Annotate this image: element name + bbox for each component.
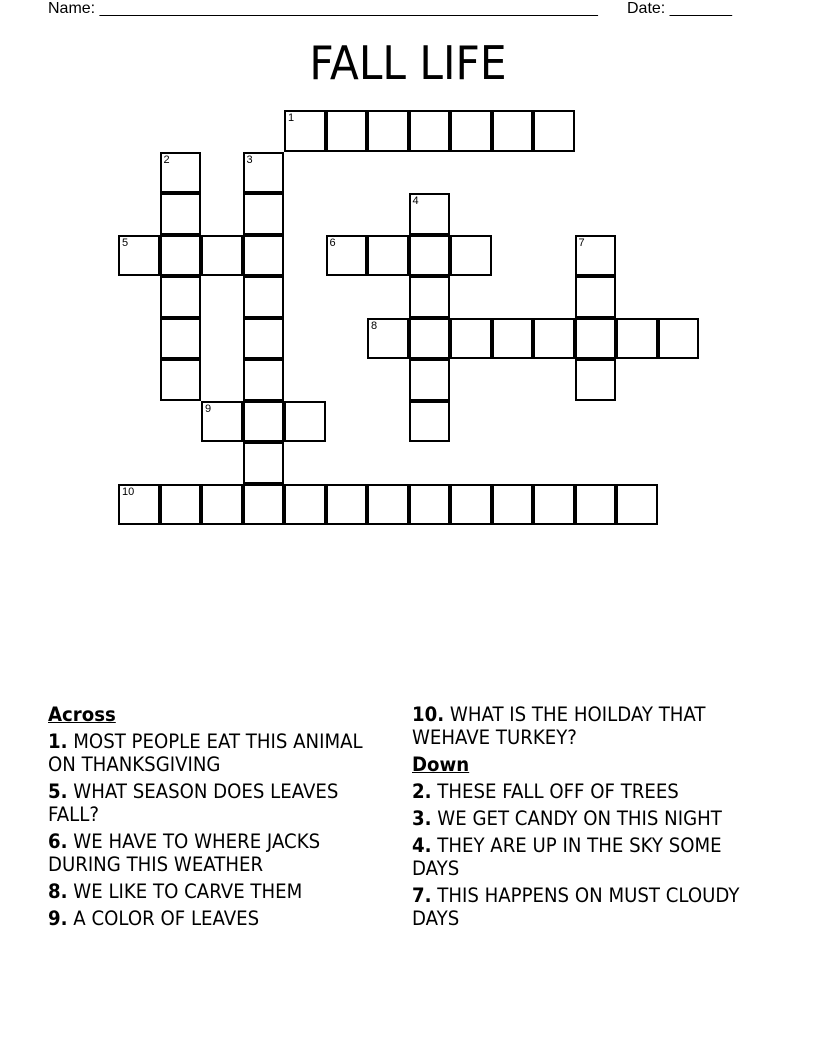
crossword-cell[interactable]	[243, 318, 285, 360]
crossword-cell[interactable]	[326, 235, 368, 277]
crossword-cell[interactable]	[616, 318, 658, 360]
crossword-cell[interactable]	[243, 276, 285, 318]
clue-number: 5.	[48, 780, 68, 803]
cell-number: 6	[329, 236, 336, 249]
crossword-cell[interactable]	[492, 484, 534, 526]
crossword-cell[interactable]	[243, 152, 285, 194]
crossword-cell[interactable]	[409, 401, 451, 443]
clue-number: 9.	[48, 907, 68, 930]
cell-number: 5	[122, 236, 129, 249]
across-clue-6	[48, 830, 378, 876]
cell-number: 2	[163, 153, 170, 166]
across-clue-9	[48, 907, 378, 930]
crossword-cell[interactable]	[367, 110, 409, 152]
crossword-cell[interactable]	[160, 193, 202, 235]
across-clue-8	[48, 880, 378, 903]
clue-text: WE GET CANDY ON THIS NIGHT	[437, 807, 722, 830]
crossword-cell[interactable]	[409, 276, 451, 318]
across-clue-10	[412, 703, 742, 749]
crossword-cell[interactable]	[409, 235, 451, 277]
down-heading: Down	[412, 753, 470, 776]
down-clue-2	[412, 780, 742, 803]
crossword-cell[interactable]	[575, 484, 617, 526]
cell-number: 8	[371, 319, 378, 332]
crossword-cell[interactable]	[409, 318, 451, 360]
crossword-cell[interactable]	[575, 235, 617, 277]
clue-text: THESE FALL OFF OF TREES	[437, 780, 679, 803]
crossword-cell[interactable]	[160, 318, 202, 360]
clue-text: WHAT IS THE HOILDAY THAT WEHAVE TURKEY?	[412, 703, 706, 749]
crossword-cell[interactable]	[201, 484, 243, 526]
crossword-cell[interactable]	[326, 484, 368, 526]
crossword-cell[interactable]	[326, 110, 368, 152]
crossword-cell[interactable]	[658, 318, 700, 360]
crossword-cell[interactable]	[409, 110, 451, 152]
crossword-cell[interactable]	[450, 235, 492, 277]
crossword-cell[interactable]	[118, 235, 160, 277]
cell-number: 9	[205, 402, 212, 415]
crossword-cell[interactable]	[243, 401, 285, 443]
clue-number: 3.	[412, 807, 432, 830]
crossword-cell[interactable]	[450, 484, 492, 526]
crossword-cell[interactable]	[201, 401, 243, 443]
clue-number: 4.	[412, 834, 432, 857]
name-field-label: Name: ________________________________________________________	[48, 0, 598, 17]
crossword-cell[interactable]	[160, 235, 202, 277]
clue-number: 1.	[48, 730, 68, 753]
clue-number: 10.	[412, 703, 445, 726]
crossword-cell[interactable]	[409, 484, 451, 526]
down-clue-3	[412, 807, 742, 830]
crossword-cell[interactable]	[284, 110, 326, 152]
crossword-cell[interactable]	[367, 318, 409, 360]
crossword-cell[interactable]	[575, 276, 617, 318]
cell-number: 1	[288, 112, 295, 124]
cell-number: 7	[578, 236, 585, 249]
clue-number: 2.	[412, 780, 432, 803]
crossword-cell[interactable]	[160, 152, 202, 194]
crossword-cell[interactable]	[243, 193, 285, 235]
across-clue-1	[48, 730, 378, 776]
crossword-cell[interactable]	[616, 484, 658, 526]
crossword-cell[interactable]	[450, 318, 492, 360]
crossword-cell[interactable]	[243, 484, 285, 526]
crossword-cell[interactable]	[533, 318, 575, 360]
cell-number: 3	[246, 153, 253, 166]
crossword-cell[interactable]	[201, 235, 243, 277]
cell-number: 4	[412, 195, 419, 207]
crossword-cell[interactable]	[409, 359, 451, 401]
clue-number: 7.	[412, 884, 432, 907]
clue-text: WE HAVE TO WHERE JACKS DURING THIS WEATHER	[48, 830, 321, 876]
clues-column-left	[48, 703, 378, 934]
clue-text: WE LIKE TO CARVE THEM	[73, 880, 303, 903]
clue-text: THEY ARE UP IN THE SKY SOME DAYS	[412, 834, 722, 880]
clue-text: THIS HAPPENS ON MUST CLOUDY DAYS	[412, 884, 740, 930]
crossword-cell[interactable]	[160, 276, 202, 318]
crossword-cell[interactable]	[284, 484, 326, 526]
clue-text: A COLOR OF LEAVES	[73, 907, 260, 930]
crossword-cell[interactable]	[533, 484, 575, 526]
crossword-cell[interactable]	[450, 110, 492, 152]
crossword-cell[interactable]	[409, 193, 451, 235]
crossword-cell[interactable]	[367, 235, 409, 277]
crossword-cell[interactable]	[575, 359, 617, 401]
page-title: FALL LIFE	[309, 36, 507, 90]
across-heading: Across	[48, 703, 116, 726]
cell-number: 10	[122, 485, 135, 498]
crossword-cell[interactable]	[575, 318, 617, 360]
crossword-cell[interactable]	[367, 484, 409, 526]
crossword-cell[interactable]	[284, 401, 326, 443]
across-clue-5	[48, 780, 378, 826]
crossword-cell[interactable]	[118, 484, 160, 526]
date-field-label: Date: _______	[627, 0, 732, 17]
crossword-cell[interactable]	[492, 318, 534, 360]
crossword-cell[interactable]	[492, 110, 534, 152]
clue-number: 8.	[48, 880, 68, 903]
down-clue-4	[412, 834, 742, 880]
crossword-cell[interactable]	[160, 359, 202, 401]
clue-text: MOST PEOPLE EAT THIS ANIMAL ON THANKSGIVING	[48, 730, 363, 776]
crossword-cell[interactable]	[243, 442, 285, 484]
clue-number: 6.	[48, 830, 68, 853]
down-clue-7	[412, 884, 742, 930]
crossword-cell[interactable]	[243, 359, 285, 401]
crossword-cell[interactable]	[533, 110, 575, 152]
clues-column-right	[412, 703, 742, 934]
crossword-cell[interactable]	[243, 235, 285, 277]
clue-text: WHAT SEASON DOES LEAVES FALL?	[48, 780, 339, 826]
crossword-cell[interactable]	[160, 484, 202, 526]
